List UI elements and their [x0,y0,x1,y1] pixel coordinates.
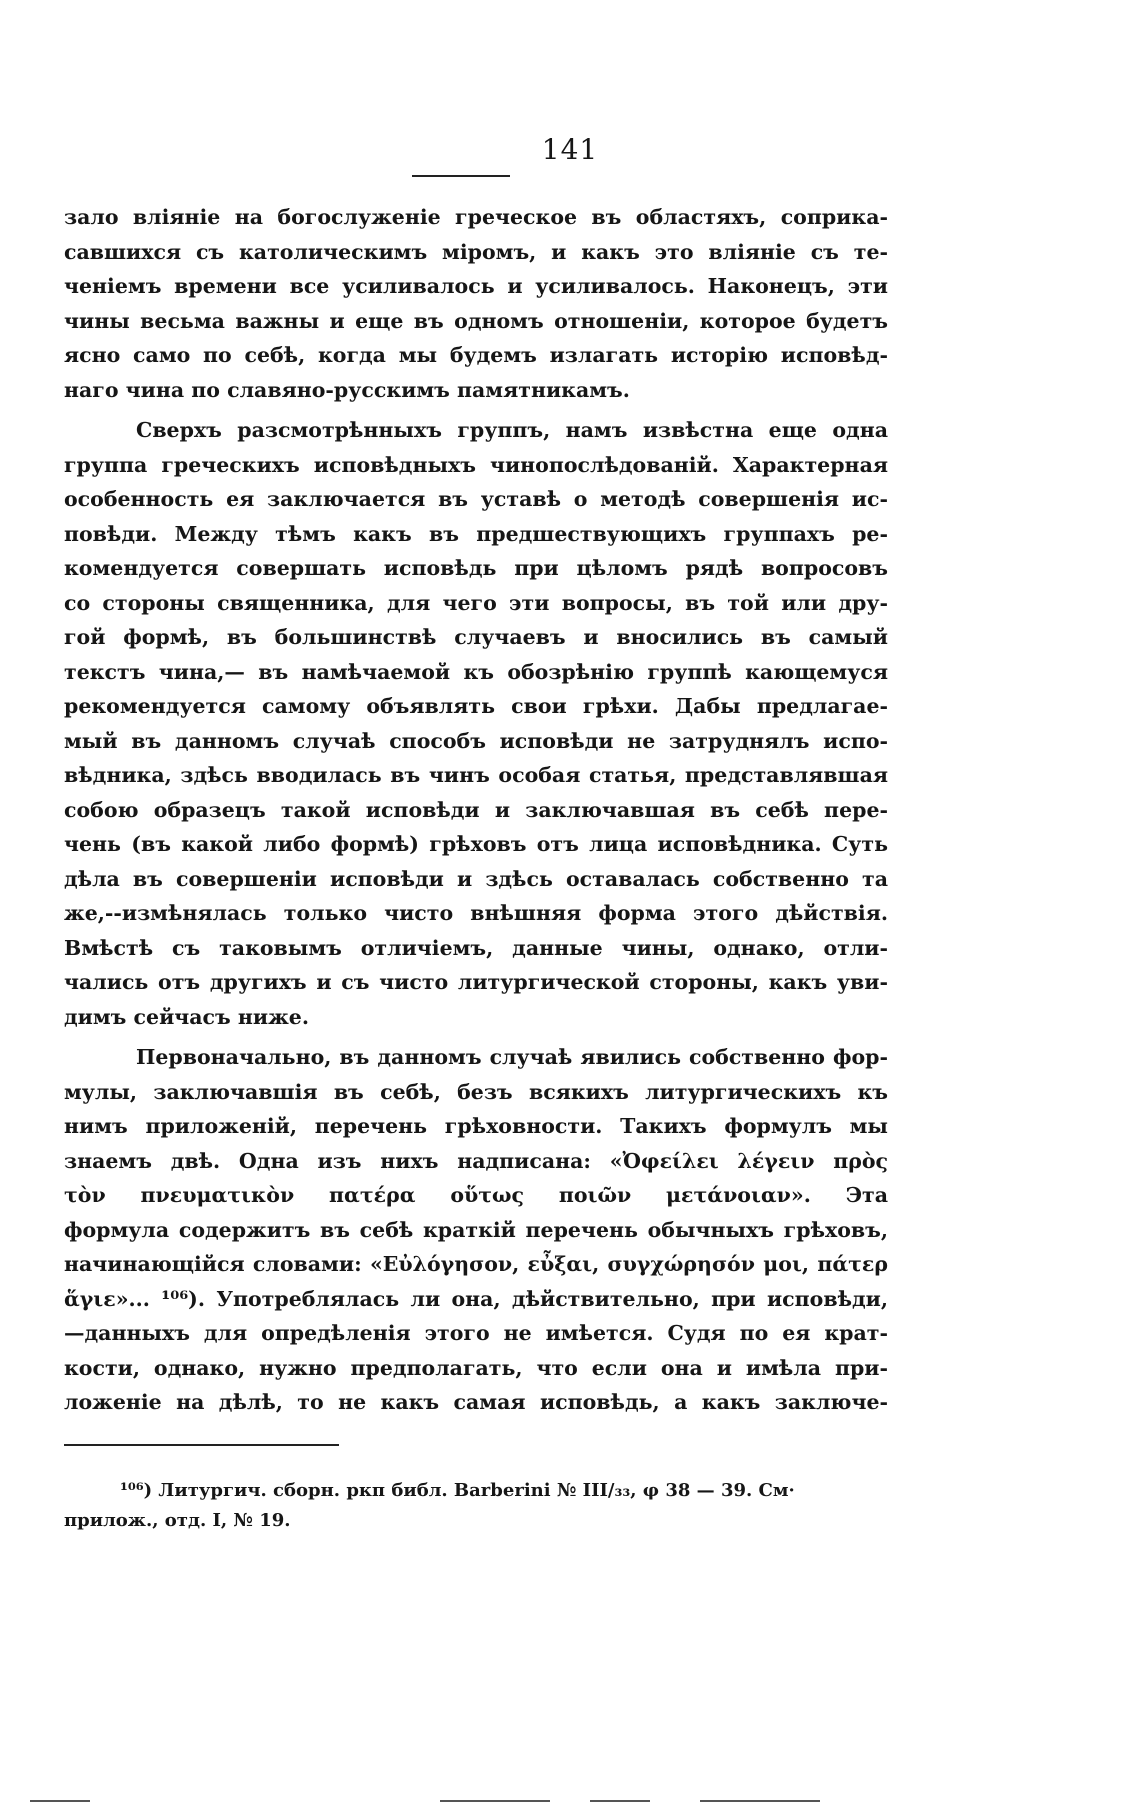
text-line: вѣдника, здѣсь вводилась въ чинъ особая статья, представлявшая [64,763,888,787]
text-line: —данныхъ для опредѣленія этого не имѣется. Судя по ея крат- [64,1321,888,1345]
text-line: повѣди. Между тѣмъ какъ въ предшествующихъ группахъ ре- [64,521,888,546]
text-line: ложеніе на дѣлѣ, то не какъ самая исповѣдь, а какъ заключе- [64,1390,888,1414]
scan-edge-mark [30,1800,90,1802]
paragraph [64,413,888,1034]
text-line: Вмѣстѣ съ таковымъ отличіемъ, данные чины, однако, отли- [64,935,888,960]
text-line: формула содержитъ въ себѣ краткій перечень обычныхъ грѣховъ, [64,1217,888,1242]
text-line: мулы, заключавшія въ себѣ, безъ всякихъ литургическихъ къ [64,1079,888,1104]
text-line: чень (въ какой либо формѣ) грѣховъ отъ лица исповѣдника. Суть [64,832,888,856]
text-line: ясно само по себѣ, когда мы будемъ излагать исторію исповѣд- [64,343,888,367]
text-line: наго чина по славяно-русскимъ памятникамъ. [64,377,630,402]
text-line: текстъ чина,— въ намѣчаемой къ обозрѣнію группѣ кающемуся [64,659,888,684]
text-line: же,--измѣнялась только чисто внѣшняя форма этого дѣйствія. [64,901,888,925]
footnote-line: ¹⁰⁶) Литургич. сборн. ркп библ. Barberini № III/₃₃, φ 38 — 39. См· [120,1480,795,1501]
text-line: кости, однако, нужно предполагать, что если она и имѣла при- [64,1355,888,1380]
paragraph [64,1040,888,1420]
text-line: группа греческихъ исповѣдныхъ чинопослѣдованій. Характерная [64,452,888,477]
text-line: зало вліяніе на богослуженіе греческое въ областяхъ, соприка- [64,205,888,229]
scan-edge-mark [700,1800,820,1802]
text-line: начинающійся словами: «Εὐλόγησον, εὖξαι, συγχώρησόν μοι, πάτερ [64,1252,888,1276]
page-number: 141 [541,133,599,166]
text-line: нимъ приложеній, перечень грѣховности. Такихъ формулъ мы [64,1114,888,1138]
footnote-rule [64,1444,339,1446]
text-line: савшихся съ католическимъ міромъ, и какъ это вліяніе съ те- [64,239,888,264]
text-line: собою образецъ такой исповѣди и заключавшая въ себѣ пере- [64,797,888,822]
text-line: димъ сейчасъ ниже. [64,1004,309,1029]
scan-edge-mark [440,1800,550,1802]
text-line: особенность ея заключается въ уставѣ о методѣ совершенія ис- [64,487,888,511]
text-line: гой формѣ, въ большинствѣ случаевъ и вносились въ самый [64,625,888,649]
paragraph [64,200,888,407]
text-line: знаемъ двѣ. Одна изъ нихъ надписана: «Ὀφείλει λέγειν πρὸς [64,1148,888,1173]
text-line: τὸν πνευματικὸν πατέρα οὕτως ποιῶν μετάνοιαν». Эта [64,1183,888,1207]
header-rule [412,175,510,177]
scan-edge-mark [590,1800,650,1802]
text-line: чины весьма важны и еще въ одномъ отношеніи, которое будетъ [64,308,888,333]
text-line: ἅγιε»... ¹⁰⁶). Употреблялась ли она, дѣйствительно, при исповѣди, [64,1286,888,1311]
footnote-line: прилож., отд. I, № 19. [64,1510,291,1531]
text-line: комендуется совершать исповѣдь при цѣломъ рядѣ вопросовъ [64,556,888,580]
text-line: дѣла въ совершеніи исповѣди и здѣсь оставалась собственно та [64,866,888,891]
text-line: мый въ данномъ случаѣ способъ исповѣди не затруднялъ испо- [64,728,888,753]
text-line: чались отъ другихъ и съ чисто литургической стороны, какъ уви- [64,970,888,994]
text-line: со стороны священника, для чего эти вопросы, въ той или дру- [64,590,888,615]
text-line: Первоначально, въ данномъ случаѣ явились собственно фор- [136,1045,888,1069]
text-line: рекомендуется самому объявлять свои грѣхи. Дабы предлагае- [64,694,888,718]
footnotes [64,1476,888,1536]
text-line: ченіемъ времени все усиливалось и усиливалось. Наконецъ, эти [64,274,888,298]
text-line: Сверхъ разсмотрѣнныхъ группъ, намъ извѣстна еще одна [136,418,888,442]
